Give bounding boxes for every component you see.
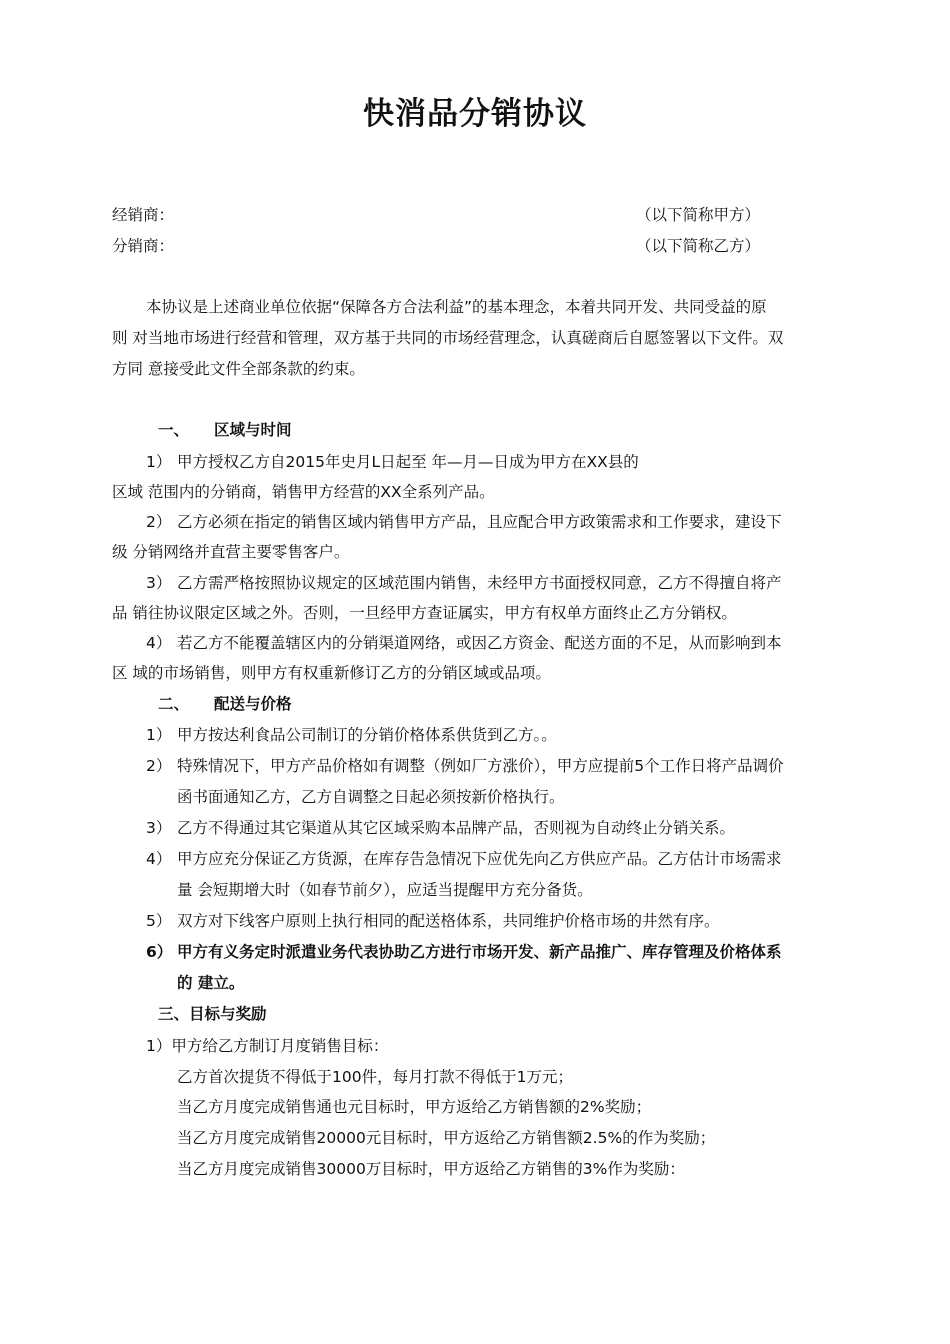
s1-item1-number: 1） [146,453,172,471]
dealer-alias: （以下简称甲方） [636,206,761,224]
s2-item6-line: 的 建立。 [177,974,245,992]
s2-item2-line: 函书面通知乙方，乙方自调整之日起必须按新价格执行。 [177,788,565,806]
s2-item6-number: 6） [146,943,173,961]
preamble-line: 则 对当地市场进行经营和管理，双方基于共同的市场经营理念，认真磋商后自愿签署以下文件。双 [112,329,784,347]
s1-item2-line: 乙方必须在指定的销售区域内销售甲方产品，且应配合甲方政策需求和工作要求，建设下 [177,513,782,531]
section2-title: 配送与价格 [214,695,292,713]
s1-item4-number: 4） [146,634,172,652]
s1-item1-line: 区域 范围内的分销商，销售甲方经营的XX全系列产品。 [112,483,495,501]
s1-item4-line: 区 域的市场销售，则甲方有权重新修订乙方的分销区域或品项。 [112,664,551,682]
s1-item4-line: 若乙方不能覆盖辖区内的分销渠道网络，或因乙方资金、配送方面的不足，从而影响到本 [177,634,782,652]
dealer-label: 经销商： [112,206,175,224]
distributor-label: 分销商： [112,237,175,255]
preamble-line: 方同 意接受此文件全部条款的约束。 [112,360,365,378]
s2-item4-line: 量 会短期增大时（如春节前夕），应适当提醒甲方充分备货。 [177,881,593,899]
section3-heading: 三、目标与奖励 [158,1005,267,1023]
s1-item2-line: 级 分销网络并直营主要零售客户。 [112,543,350,561]
s1-item2-number: 2） [146,513,172,531]
s2-item1-line: 甲方按达利食品公司制订的分销价格体系供货到乙方。。 [177,726,557,744]
s2-item3-line: 乙方不得通过其它渠道从其它区域采购本品牌产品，否则视为自动终止分销关系。 [177,819,736,837]
s3-target-line: 当乙方月度完成销售30000万目标时，甲方返给乙方销售的3%作为奖励： [177,1160,685,1178]
s1-item1-line: 甲方授权乙方自2015年史月L日起至 年—月—日成为甲方在XX县的 [177,453,639,471]
s2-item5-number: 5） [146,912,172,930]
s2-item5-line: 双方对下线客户原则上执行相同的配送格体系，共同维护价格市场的井然有序。 [177,912,720,930]
s1-item3-number: 3） [146,574,172,592]
s2-item3-number: 3） [146,819,172,837]
s3-item1: 1）甲方给乙方制订月度销售目标： [146,1037,389,1055]
section1-title: 区域与时间 [214,421,292,439]
s2-item2-line: 特殊情况下，甲方产品价格如有调整（例如厂方涨价），甲方应提前5个工作日将产品调价 [177,757,784,775]
preamble-line: 本协议是上述商业单位依据“保障各方合法利益”的基本理念，本着共同开发、共同受益的原 [146,298,767,316]
section1-number: 一、 [158,421,190,439]
s2-item1-number: 1） [146,726,172,744]
s2-item6-line: 甲方有义务定时派遣业务代表协助乙方进行市场开发、新产品推广、库存管理及价格体系 [177,943,782,961]
s2-item2-number: 2） [146,757,172,775]
s3-target-line: 当乙方月度完成销售通也元目标时，甲方返给乙方销售额的2%奖励； [177,1098,652,1116]
s2-item4-line: 甲方应充分保证乙方货源，在库存告急情况下应优先向乙方供应产品。乙方估计市场需求 [177,850,782,868]
s2-item4-number: 4） [146,850,172,868]
s1-item3-line: 乙方需严格按照协议规定的区域范围内销售，未经甲方书面授权同意，乙方不得擅自将产 [177,574,782,592]
s3-target-line: 乙方首次提货不得低于100件，每月打款不得低于1万元； [177,1068,573,1086]
document-title: 快消品分销协议 [363,96,587,132]
s1-item3-line: 品 销往协议限定区域之外。否则，一旦经甲方查证属实，甲方有权单方面终止乙方分销权。 [112,604,737,622]
s3-target-line: 当乙方月度完成销售20000元目标时，甲方返给乙方销售额2.5%的作为奖励； [177,1129,716,1147]
distributor-alias: （以下简称乙方） [636,237,761,255]
section2-number: 二、 [158,695,190,713]
